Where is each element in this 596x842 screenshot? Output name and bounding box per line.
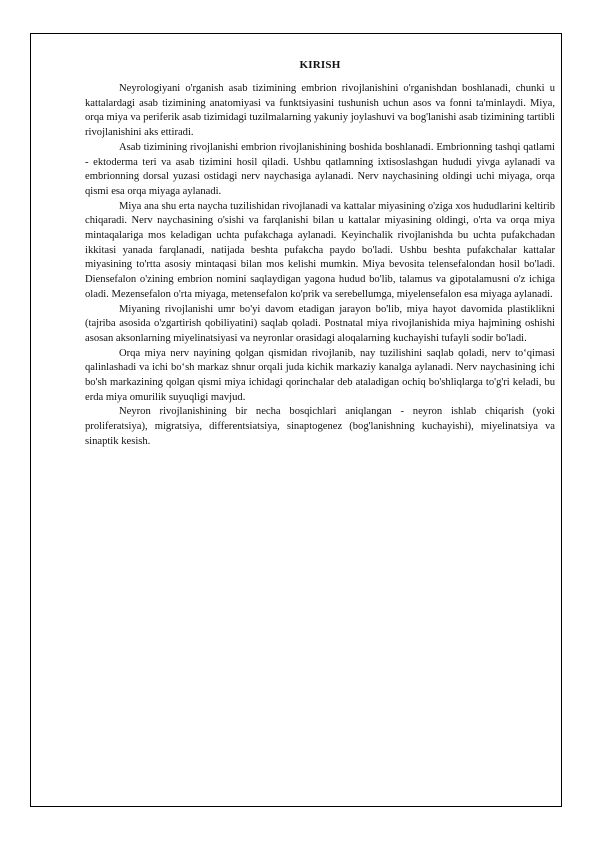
paragraph-4: Miyaning rivojlanishi umr bo'yi davom etadigan jarayon bo'lib, miya hayot davomida plastiklikni (tajriba asosida o'zgartirish qobiliyatini) saqlab qoladi. Postnatal miya rivojlanishida miya hajmining oshishi asosan aksonlarning miyelinatsiyasi va neyronlar orasidagi aloqalarning kuchayishi tufayli sodir bo'ladi. [85, 303, 555, 344]
paragraph-1: Neyrologiyani o'rganish asab tizimining embrion rivojlanishini o'rganishdan boshlanadi, chunki u kattalardagi asab tizimining anatomiyasi va funktsiyasini tushunish uchun asos va fonni ta'minlaydi. Miya, orqa miya va periferik asab tizimidagi tuzilmalarning yakuniy joylashuvi va bog'lanishi asab tizimining tartibli rivojlanishini aks ettiradi. [85, 83, 555, 139]
page-title: KIRISH [299, 59, 341, 71]
paragraph-6: Neyron rivojlanishining bir necha bosqichlari aniqlangan - neyron ishlab chiqarish (yoki proliferatsiya), migratsiya, differentsiatsiya, sinaptogenez (bog'lanishning kuchayishi), miyelinatsiya va sinaptik kesish. [85, 406, 555, 447]
paragraph-5: Orqa miya nerv nayining qolgan qismidan rivojlanib, nay tuzilishini saqlab qoladi, nerv to‘qimasi qalinlashadi va ichi bo‘sh markaz shnur orqali juda kichik markaziy kanalga aylanadi. Nerv naychasining ichi bo'sh markazining qolgan qismi miya ichidagi qorinchalar deb ataladigan ochiq bo'shliqlarga to'g'ri keladi, bu erda miya omurilik suyuqligi mavjud. [85, 347, 555, 403]
document-body [85, 58, 555, 450]
paragraph-3: Miya ana shu erta naycha tuzilishidan rivojlanadi va kattalar miyasining o'ziga xos hududlarini keltirib chiqaradi. Nerv naychasining o'sishi va farqlanishi bilan u kattalar miyasining oldingi, o'rta va orqa miya mintaqalariga mos keladigan uchta pufakchaga aylanadi. Keyinchalik rivojlanishda bu uchta pufakchadan ikkitasi yanada farqlanadi, natijada beshta pufakcha paydo bo'ladi. Ushbu beshta pufakchalar kattalar miyasining to'rtta asosiy mintaqasi bilan mos kelishi mumkin. Miya bevosita telensefalondan hosil bo'ladi. Diensefalon o'zining embrion nomini saqlaydigan yagona hudud bo'lib, talamus va gipotalamusni o'z ichiga oladi. Mezensefalon o'rta miyaga, metensefalon ko'prik va serebellumga, miyelensefalon esa miyaga aylanadi. [85, 200, 555, 300]
paragraph-2: Asab tizimining rivojlanishi embrion rivojlanishining boshida boshlanadi. Embrionning tashqi qatlami - ektoderma teri va asab tizimini hosil qiladi. Ushbu qatlamning ixtisoslashgan hududi yivga aylanadi va embrionning dorsal yuzasi ostidagi nerv naychasiga aylanadi. Nerv naychasining oldingi uchi miyaga, orqa qismi esa orqa miyaga aylanadi. [85, 141, 555, 197]
